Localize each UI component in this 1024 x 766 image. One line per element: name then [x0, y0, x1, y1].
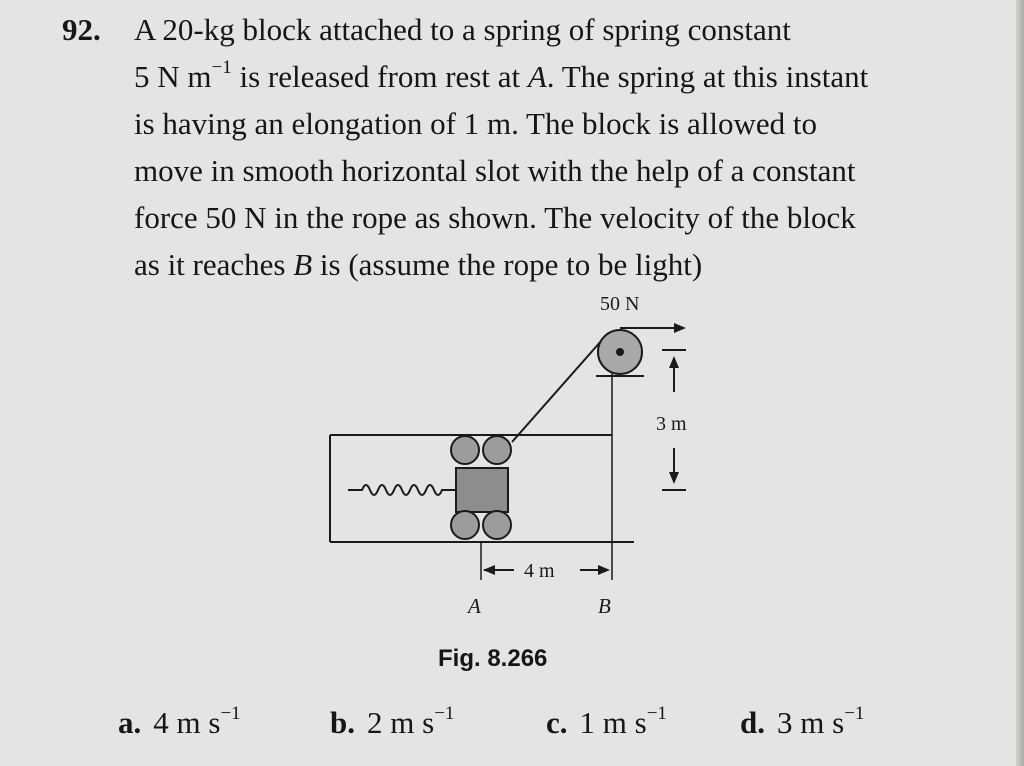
point-b-ref: B — [293, 247, 313, 282]
option-a-letter: a. — [118, 705, 142, 740]
option-a[interactable] — [118, 702, 241, 741]
option-c-value: 1 m s — [579, 705, 647, 740]
pulley-center — [616, 348, 624, 356]
wheel-bottom-left — [451, 511, 479, 539]
block — [456, 468, 508, 512]
wheel-top-right — [483, 436, 511, 464]
point-b-label: B — [598, 594, 611, 618]
distance-arrowhead-right — [598, 565, 610, 575]
distance-arrowhead-left — [483, 565, 495, 575]
question-text — [134, 6, 982, 288]
question-line-4: move in smooth horizontal slot with the help of a constant — [134, 153, 856, 188]
question-block — [62, 6, 982, 288]
distance-label: 4 m — [524, 560, 555, 582]
question-line-3: is having an elongation of 1 m. The block is allowed to — [134, 106, 818, 141]
question-line-5: force 50 N in the rope as shown. The velocity of the block — [134, 200, 856, 235]
question-number: 92. — [62, 12, 101, 47]
question-line-2-text: is released from rest at — [231, 59, 528, 94]
option-d[interactable] — [740, 702, 865, 741]
spring — [348, 485, 456, 495]
question-line-1: A 20-kg block attached to a spring of spring constant — [134, 12, 791, 47]
option-a-exponent: −1 — [220, 702, 241, 724]
force-label: 50 N — [600, 293, 640, 315]
wheel-bottom-right — [483, 511, 511, 539]
option-d-letter: d. — [740, 705, 765, 740]
question-line-2-end: . The spring at this instant — [546, 59, 869, 94]
figure-caption: Fig. 8.266 — [438, 645, 548, 672]
force-arrowhead — [674, 323, 686, 333]
option-b[interactable] — [330, 702, 455, 741]
spring-constant-value: 5 N m — [134, 59, 212, 94]
option-c-exponent: −1 — [646, 702, 667, 724]
question-line-6-text: as it reaches — [134, 247, 294, 282]
point-a-ref: A — [527, 59, 547, 94]
option-b-value: 2 m s — [367, 705, 435, 740]
height-label: 3 m — [656, 413, 687, 435]
height-arrowhead-up — [669, 356, 679, 368]
height-arrowhead-down — [669, 472, 679, 484]
option-b-letter: b. — [330, 705, 355, 740]
answer-options — [118, 702, 978, 755]
spring-block-diagram — [300, 280, 720, 620]
question-line-6-end: is (assume the rope to be light) — [312, 247, 703, 282]
point-a-label: A — [468, 594, 481, 618]
spring-constant-exponent: −1 — [211, 56, 232, 78]
question-line-2 — [134, 53, 982, 100]
option-d-value: 3 m s — [777, 705, 845, 740]
option-c-letter: c. — [546, 705, 568, 740]
option-d-exponent: −1 — [844, 702, 865, 724]
option-a-value: 4 m s — [153, 705, 221, 740]
option-b-exponent: −1 — [434, 702, 455, 724]
option-c[interactable] — [546, 702, 667, 741]
page-edge — [1016, 0, 1024, 766]
rope — [512, 340, 602, 442]
wheel-top-left — [451, 436, 479, 464]
